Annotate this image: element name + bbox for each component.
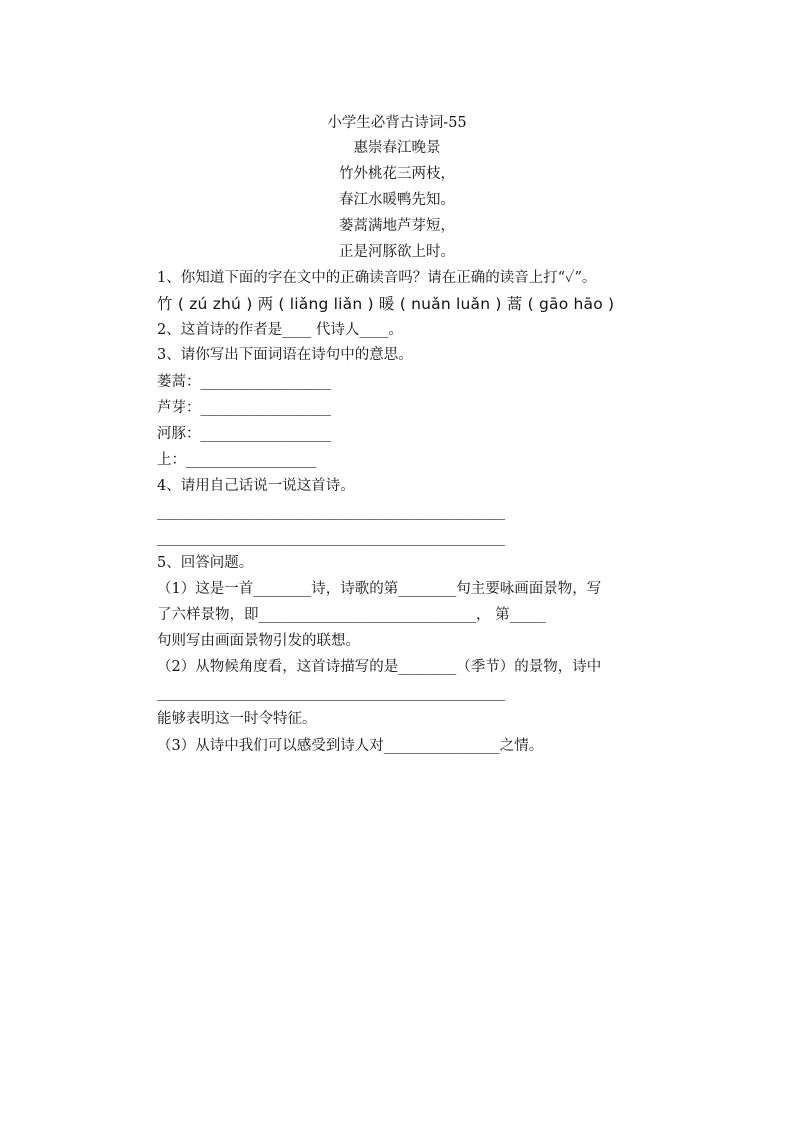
- poem-line-3: 蒌蒿满地芦芽短，: [339, 218, 455, 234]
- question-1-prompt: 1、你知道下面的字在文中的正确读音吗？请在正确的读音上打“✓”。: [157, 270, 597, 286]
- poem-line-2: 春江水暖鸭先知。: [339, 192, 455, 208]
- poem-title: 惠崇春江晚景: [353, 140, 441, 156]
- question-4-prompt: 4、请用自己话说一说这首诗。: [157, 478, 355, 494]
- question-5-line-1: （1）这是一首________诗，诗歌的第________句主要咏画面景物，写: [157, 581, 602, 597]
- question-4-blank-line-2: ________________________________________________: [157, 530, 505, 546]
- question-5-line-3: 句则写由画面景物引发的联想。: [157, 633, 360, 649]
- question-3-item-hetun: 河豚：__________________: [157, 426, 331, 442]
- question-5-line-4: （2）从物候角度看，这首诗描写的是________（季节）的景物，诗中: [157, 659, 602, 675]
- question-3-prompt: 3、请你写出下面词语在诗句中的意思。: [157, 347, 413, 363]
- question-3-item-shang: 上：__________________: [157, 452, 317, 468]
- question-5-line-2: 了六样景物，即______________________________， 第_____: [157, 607, 546, 623]
- question-5-line-6: 能够表明这一时令特征。: [157, 711, 317, 727]
- question-2-prompt: 2、这首诗的作者是____ 代诗人____。: [157, 322, 403, 338]
- poem-line-4: 正是河豚欲上时。: [339, 244, 455, 260]
- question-4-blank-line-1: ________________________________________________: [157, 504, 505, 520]
- question-5-line-5: ________________________________________________: [157, 685, 505, 701]
- question-1-pinyin-options: 竹 ( zú zhú ) 两 ( liǎng liǎn ) 暖 ( nuǎn luǎn ) 蒿 ( gāo hāo ): [157, 295, 615, 313]
- question-3-item-louhao: 蒌蒿：__________________: [157, 374, 331, 390]
- question-5-line-7: （3）从诗中我们可以感受到诗人对________________之情。: [157, 738, 544, 754]
- question-3-item-luya: 芦芽：__________________: [157, 400, 331, 416]
- document-title: 小学生必背古诗词-55: [327, 115, 467, 131]
- question-5-prompt: 5、回答问题。: [157, 555, 254, 571]
- poem-line-1: 竹外桃花三两枝，: [339, 166, 455, 182]
